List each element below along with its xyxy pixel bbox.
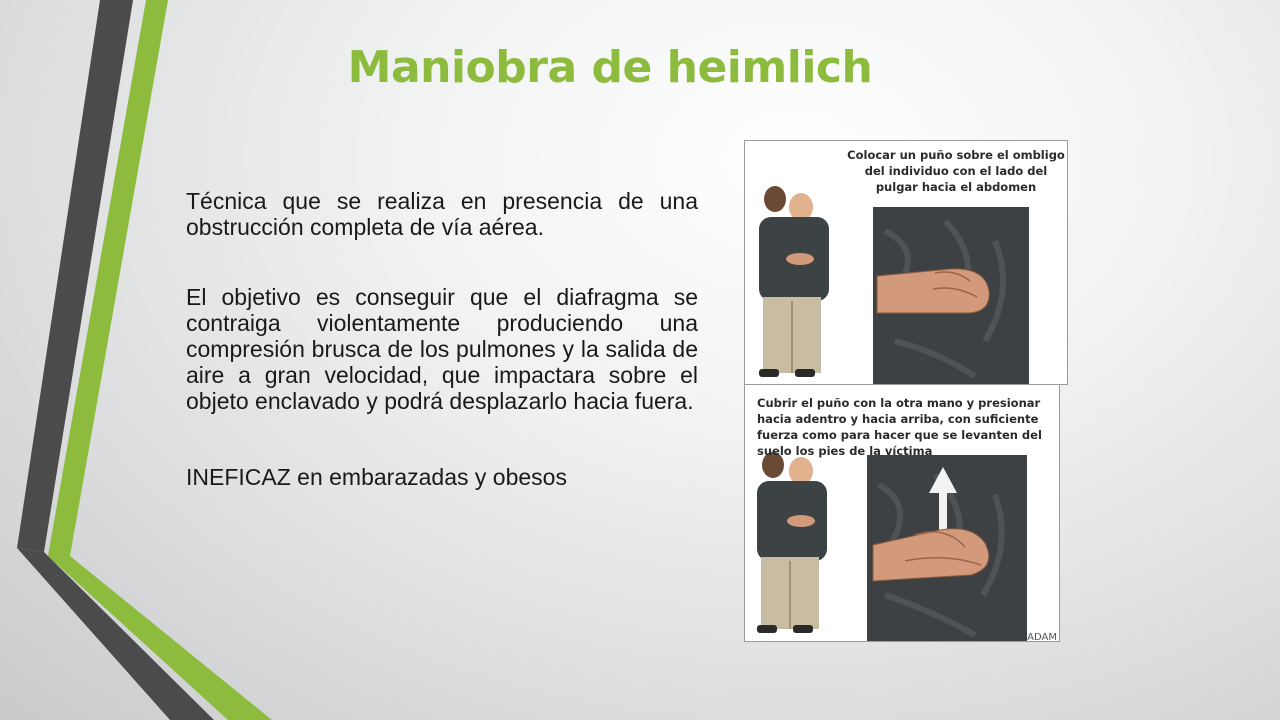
dark-stripe-diagonal (17, 548, 214, 720)
step-1-caption: Colocar un puño sobre el ombligo del individuo con el lado del pulgar hacia el abdomen (847, 148, 1065, 194)
paragraph-warning: INEFICAZ en embarazadas y obesos (186, 464, 567, 490)
illustration-step-2 (744, 384, 1060, 642)
slide-title: Maniobra de heimlich (347, 42, 873, 93)
illustration-step-1 (744, 140, 1068, 385)
paragraph-definition: Técnica que se realiza en presencia de una obstrucción completa de vía aérea. (186, 188, 698, 240)
slide-body (186, 188, 698, 490)
step-2-caption: Cubrir el puño con la otra mano y presionar hacia adentro y hacia arriba, con suficiente fuerza como para hacer que se levanten del suelo los pies de la víctima (757, 396, 1042, 458)
people-figure-2 (757, 452, 827, 633)
paragraph-objective: El objetivo es conseguir que el diafragma se contraiga violentamente produciendo una compresión brusca de los pulmones y la salida de aire a gran velocidad, que impactara sobre el objeto enclavado y podrá desplazarlo hacia fuera. (186, 284, 698, 414)
image-credit: ADAM (1027, 632, 1057, 642)
people-figure-1 (759, 186, 829, 377)
